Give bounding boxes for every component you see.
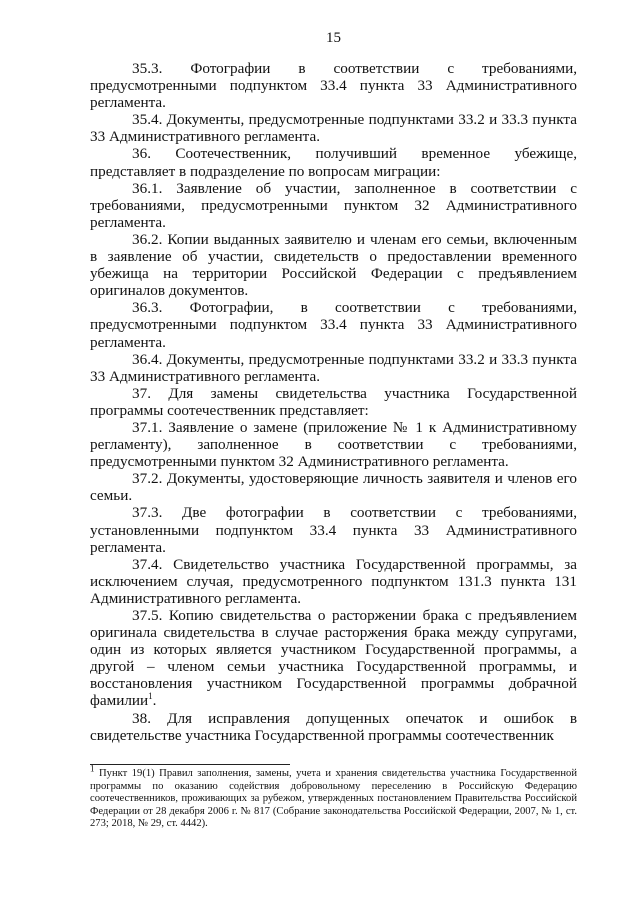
paragraph-36: 36. Соотечественник, получивший временное убежище, представляет в подразделение по вопросам миграции:	[90, 145, 577, 180]
footnote-text-block	[90, 763, 577, 831]
footnote-marker: 1	[90, 763, 95, 774]
document-body	[90, 60, 577, 744]
footnote	[90, 763, 577, 831]
paragraph-35-3: 35.3. Фотографии в соответствии с требованиями, предусмотренными подпунктом 33.4 пункта 33 Административного регламента.	[90, 60, 577, 112]
paragraph-36-2: 36.2. Копии выданных заявителю и членам его семьи, включенным в заявление об участии, свидетельств о предоставлении временного убежища на территории Российской Федерации с предъявлением оригиналов документов.	[90, 230, 577, 300]
footnote-reference: 1	[148, 691, 153, 702]
footnote-text: Пункт 19(1) Правил заполнения, замены, учета и хранения свидетельства участника Государственной программы по оказанию содействия добровольному переселению в Российскую Федерацию соотечественников, проживающих за рубежом, утвержденных постановлением Правительства Российской Федерации от 28 декабря 2006 г. № 817 (Собрание законодательства Российской Федерации, 2007, № 1, ст. 273; 2018, № 29, ст. 4442).	[90, 768, 577, 830]
paragraph-36-1: 36.1. Заявление об участии, заполненное в соответствии с требованиями, предусмотренными пунктом 32 Административного регламента.	[90, 179, 577, 231]
paragraph-36-4: 36.4. Документы, предусмотренные подпунктами 33.2 и 33.3 пункта 33 Административного регламента.	[90, 350, 577, 385]
paragraph-38: 38. Для исправления допущенных опечаток и ошибок в свидетельстве участника Государственной программы соотечественник	[90, 709, 577, 744]
paragraph-37-4: 37.4. Свидетельство участника Государственной программы, за исключением случая, предусмотренного подпунктом 131.3 пункта 131 Административного регламента.	[90, 555, 577, 607]
paragraph-37-1: 37.1. Заявление о замене (приложение № 1 к Административному регламенту), заполненное в соответствии с требованиями, предусмотренными пунктом 32 Административного регламента.	[90, 418, 577, 471]
page-number: 15	[326, 30, 341, 46]
footnote-separator	[90, 764, 290, 765]
paragraph-37-5: 37.5. Копию свидетельства о расторжении брака с предъявлением оригинала свидетельства в случае расторжения брака между супругами, один из которых является участником Государственной программы, а другой – членом семьи участника Государственной программы, и восстановления участником Государственной программы добрачной фамилии$^1$.	[90, 607, 577, 710]
paragraph-37-5-text: 37.5. Копию свидетельства о расторжении брака с предъявлением оригинала свидетельства в случае расторжения брака между супругами, один из которых является участником Государственной программы, а другой – членом семьи участника Государственной программы, и восстановления участником Государственной программы добрачной фамилии	[90, 607, 577, 710]
paragraph-35-4: 35.4. Документы, предусмотренные подпунктами 33.2 и 33.3 пункта 33 Административного регламента.	[90, 111, 577, 146]
paragraph-36-3: 36.3. Фотографии, в соответствии с требованиями, предусмотренными подпунктом 33.4 пункта 33 Административного регламента.	[90, 299, 577, 351]
paragraph-37: 37. Для замены свидетельства участника Государственной программы соотечественник представляет:	[90, 384, 577, 419]
paragraph-37-3: 37.3. Две фотографии в соответствии с требованиями, установленными подпунктом 33.4 пункта 33 Административного регламента.	[90, 504, 577, 556]
paragraph-37-2: 37.2. Документы, удостоверяющие личность заявителя и членов его семьи.	[90, 470, 577, 505]
